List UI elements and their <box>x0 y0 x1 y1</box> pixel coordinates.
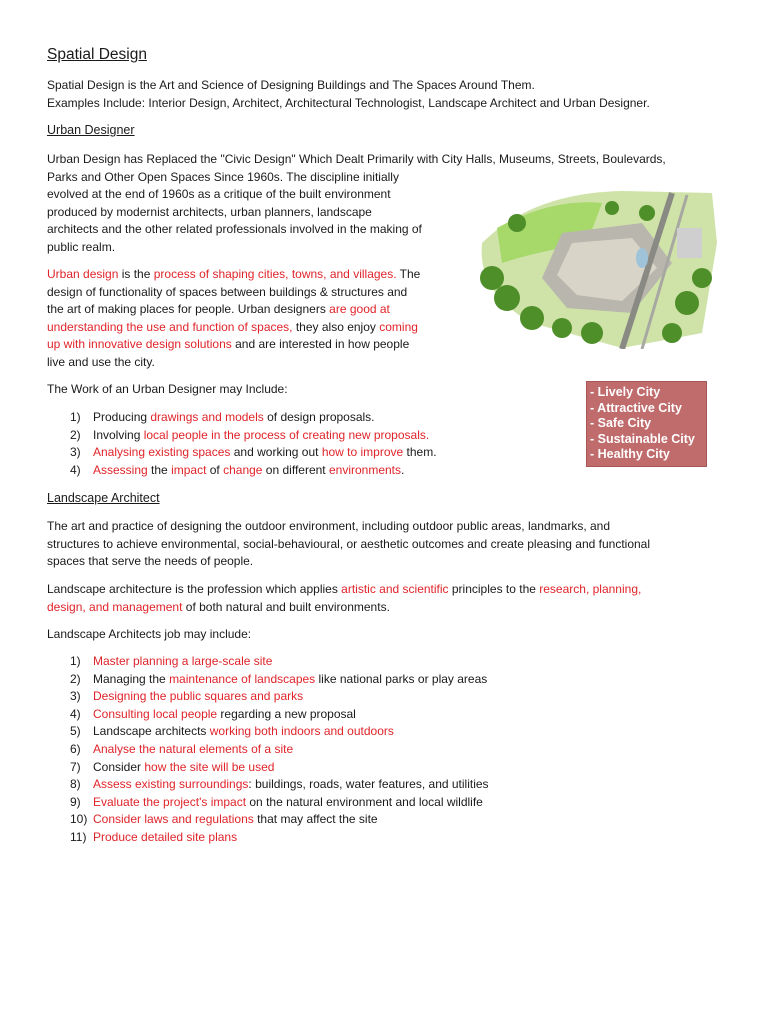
list-item <box>47 427 437 445</box>
text-line <box>47 122 135 140</box>
city-goal-item: - Attractive City <box>590 400 682 415</box>
highlighted-text: Evaluate the project's impact <box>93 794 247 809</box>
list-number: 7) <box>70 759 81 774</box>
list-number: 1) <box>70 410 81 424</box>
list-number: 4) <box>70 706 81 721</box>
text-line <box>47 536 650 554</box>
text-run: of design proposals. <box>263 410 375 424</box>
list-number: 9) <box>70 794 81 809</box>
list-item <box>47 811 489 829</box>
text-run: Landscape Architect <box>47 491 160 505</box>
text-run: Consider <box>93 759 145 774</box>
urban-development-illustration <box>472 183 720 349</box>
list-number: 2) <box>70 427 81 442</box>
page-title <box>47 44 147 66</box>
highlighted-text: local people in the process of creating new proposals. <box>143 427 430 442</box>
list-number: 3) <box>70 445 81 460</box>
text-run: Landscape Architects job may include: <box>47 627 252 641</box>
city-goal-item: - Safe City <box>590 416 652 431</box>
text-run: Urban Design has Replaced the "Civic Design" Which Dealt Primarily with City Halls, Museums, Streets, Boulevards, <box>47 152 666 166</box>
highlighted-text: are good at <box>329 302 390 317</box>
highlighted-text: up with innovative design solutions <box>47 337 232 352</box>
numbered-list <box>47 653 489 847</box>
highlighted-text: environments <box>328 462 402 477</box>
highlighted-text: Consider laws and regulations <box>93 812 254 827</box>
text-line <box>47 319 420 337</box>
highlighted-text: Consulting local people <box>93 706 218 721</box>
list-item <box>47 776 489 794</box>
list-number: 6) <box>70 741 81 756</box>
text-run: . <box>401 462 405 477</box>
paragraph <box>47 626 251 644</box>
highlighted-text: Produce detailed site plans <box>93 829 238 844</box>
highlighted-text: Analysing existing spaces <box>93 445 231 460</box>
text-run: Managing the <box>93 671 170 686</box>
list-item <box>47 759 489 777</box>
highlighted-text: research, planning, <box>539 582 642 596</box>
list-item <box>47 653 489 671</box>
city-goal-item: - Lively City <box>590 385 661 399</box>
text-run: spaces that serve the needs of people. <box>47 554 254 569</box>
text-run: regarding a new proposal <box>217 706 356 721</box>
text-run: The <box>396 267 421 281</box>
highlighted-text: Analyse the natural elements of a site <box>93 741 294 756</box>
highlighted-text: Designing the public squares and parks <box>93 689 304 704</box>
list-item <box>47 723 489 741</box>
text-run: on different <box>262 462 329 477</box>
text-run: public realm. <box>47 239 116 254</box>
list-number: 4) <box>70 462 81 477</box>
text-line <box>47 336 420 354</box>
text-line <box>47 354 420 372</box>
list-number: 2) <box>70 671 81 686</box>
paragraph <box>47 77 650 112</box>
text-line <box>47 77 650 95</box>
text-run: them. <box>403 445 437 460</box>
text-run: The art and practice of designing the outdoor environment, including outdoor public areas, landmarks, and <box>47 519 611 533</box>
text-run: and are interested in how people <box>231 337 410 352</box>
highlighted-text: coming <box>379 319 418 334</box>
numbered-list <box>47 409 437 479</box>
highlighted-text: understanding the use and function of spaces, <box>47 319 293 334</box>
text-line <box>47 266 420 284</box>
text-line <box>47 151 666 169</box>
list-number: 3) <box>70 689 81 704</box>
text-run: is the <box>118 267 154 281</box>
paragraph <box>47 381 288 399</box>
text-run: design of functionality of spaces between buildings & structures and <box>47 284 408 299</box>
city-goals-box <box>586 381 707 467</box>
list-number: 8) <box>70 777 81 792</box>
text-line <box>47 518 650 536</box>
text-run: of both natural and built environments. <box>182 599 390 614</box>
list-number: 10) <box>70 812 88 827</box>
list-item <box>47 794 489 812</box>
text-line <box>47 599 641 617</box>
list-item <box>47 829 489 847</box>
text-run: of <box>206 462 224 477</box>
text-run: the art of making places for people. Urban designers <box>47 302 330 317</box>
text-line <box>47 284 420 302</box>
text-run: Landscape architects <box>93 724 210 739</box>
text-run: Spatial Design is the Art and Science of Designing Buildings and The Spaces Around Them. <box>47 78 535 92</box>
text-run: Involving <box>93 427 144 442</box>
text-line <box>47 95 650 113</box>
list-item <box>47 706 489 724</box>
text-run: architects and the other related professionals involved in the making of <box>47 222 422 237</box>
text-line <box>47 381 288 399</box>
text-run: evolved at the end of 1960s as a critique of the built environment <box>47 187 391 202</box>
highlighted-text: maintenance of landscapes <box>169 671 316 686</box>
text-run: the <box>147 462 172 477</box>
text-line <box>47 553 650 571</box>
text-line <box>47 626 251 644</box>
text-run: like national parks or play areas <box>315 671 488 686</box>
text-run: Urban Designer <box>47 123 135 137</box>
list-item <box>47 741 489 759</box>
list-item <box>47 409 437 427</box>
list-number: 11) <box>70 829 87 844</box>
text-run: Spatial Design <box>47 46 147 63</box>
section-heading <box>47 122 135 140</box>
text-line <box>47 301 420 319</box>
text-line <box>47 490 160 508</box>
text-run: The Work of an Urban Designer may Include: <box>47 382 288 396</box>
list-item <box>47 444 437 462</box>
text-run: produced by modernist architects, urban planners, landscape <box>47 204 372 219</box>
text-run: Landscape architecture is the profession which applies <box>47 582 342 596</box>
highlighted-text: drawings and models <box>150 410 264 424</box>
highlighted-text: how the site will be used <box>144 759 275 774</box>
highlighted-text: design, and management <box>47 599 183 614</box>
highlighted-text: impact <box>171 462 207 477</box>
list-number: 1) <box>70 654 81 668</box>
text-line <box>47 44 147 66</box>
paragraph <box>47 581 641 616</box>
section-heading <box>47 490 160 508</box>
paragraph <box>47 266 420 372</box>
text-run: : buildings, roads, water features, and utilities <box>248 777 489 792</box>
text-run: Parks and Other Open Spaces Since 1960s. The discipline initially <box>47 169 399 184</box>
text-run: and working out <box>230 445 322 460</box>
list-item <box>47 671 489 689</box>
city-goal-item: - Healthy City <box>590 447 670 462</box>
text-run: structures to achieve environmental, social-behavioural, or aesthetic outcomes and create pleasing and functional <box>47 536 651 551</box>
paragraph <box>47 518 650 571</box>
highlighted-text: change <box>223 462 263 477</box>
list-item <box>47 688 489 706</box>
text-run: that may affect the site <box>253 812 378 827</box>
highlighted-text: Assess existing surroundings <box>93 777 249 792</box>
highlighted-text: how to improve <box>321 445 404 460</box>
list-item <box>47 462 437 480</box>
text-line <box>47 581 641 599</box>
city-goal-item: - Sustainable City <box>590 431 695 446</box>
text-run: Producing <box>93 410 151 424</box>
text-run: they also enjoy <box>292 319 380 334</box>
highlighted-text: process of shaping cities, towns, and villages. <box>153 267 397 281</box>
text-run: live and use the city. <box>47 354 155 369</box>
text-run: on the natural environment and local wildlife <box>246 794 483 809</box>
highlighted-text: Master planning a large-scale site <box>93 654 273 668</box>
highlighted-text: working both indoors and outdoors <box>209 724 394 739</box>
text-run: principles to the <box>448 582 540 596</box>
highlighted-text: Urban design <box>47 267 119 281</box>
highlighted-text: artistic and scientific <box>341 582 449 596</box>
highlighted-text: Assessing <box>93 462 148 477</box>
text-run: Examples Include: Interior Design, Architect, Architectural Technologist, Landscape Architect and Urban Designer. <box>47 95 650 110</box>
list-number: 5) <box>70 724 81 739</box>
